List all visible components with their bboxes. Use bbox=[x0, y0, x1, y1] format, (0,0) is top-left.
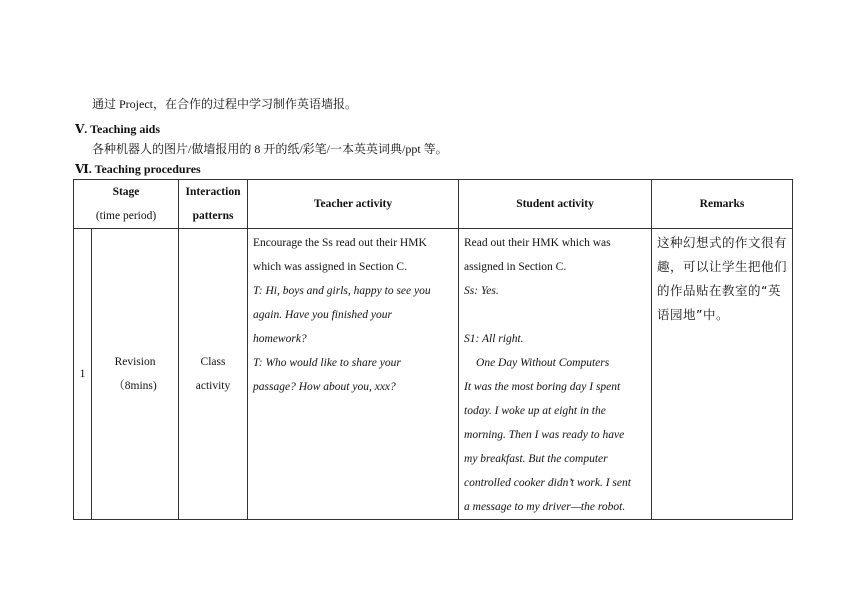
header-stage-label: Stage bbox=[112, 186, 140, 198]
teacher-line: Encourage the Ss read out their HMK bbox=[253, 237, 427, 249]
header-remarks: Remarks bbox=[652, 180, 793, 229]
student-line: Ss: Yes. bbox=[464, 285, 499, 297]
student-line: assigned in Section C. bbox=[464, 261, 567, 273]
stage-time: （8mins) bbox=[113, 380, 157, 392]
student-line: a message to my driver—the robot. bbox=[464, 501, 626, 513]
pattern-line2: activity bbox=[195, 380, 231, 392]
student-line: It was the most boring day I spent bbox=[464, 381, 621, 393]
header-interaction-line2: patterns bbox=[192, 210, 234, 222]
header-student-activity: Student activity bbox=[459, 180, 652, 229]
header-interaction-line1: Interaction bbox=[185, 186, 241, 198]
header-interaction bbox=[179, 180, 248, 229]
teacher-line: which was assigned in Section C. bbox=[253, 261, 407, 273]
student-line: One Day Without Computers bbox=[476, 357, 610, 369]
teacher-line: T: Hi, boys and girls, happy to see you bbox=[253, 285, 431, 297]
teacher-line: passage? How about you, xxx? bbox=[253, 381, 396, 393]
section-5-heading: Ⅴ. Teaching aids bbox=[75, 122, 161, 136]
row-number: 1 bbox=[74, 229, 92, 520]
stage-name: Revision bbox=[114, 356, 156, 368]
student-line: morning. Then I was ready to have bbox=[464, 429, 625, 441]
header-stage-sub: (time period) bbox=[95, 210, 157, 222]
teacher-line: homework? bbox=[253, 333, 307, 345]
table-header-row bbox=[74, 180, 793, 229]
remarks-cell: 这种幻想式的作文很有趣，可以让学生把他们的作品贴在教室的“英语园地”中。 bbox=[652, 229, 793, 520]
stage-cell bbox=[92, 229, 179, 520]
student-line: Read out their HMK which was bbox=[464, 237, 611, 249]
header-teacher-activity: Teacher activity bbox=[248, 180, 459, 229]
header-stage bbox=[74, 180, 179, 229]
student-activity-cell bbox=[459, 229, 652, 520]
student-line bbox=[464, 303, 646, 327]
teacher-line: T: Who would like to share your bbox=[253, 357, 401, 369]
student-line: my breakfast. But the computer bbox=[464, 453, 608, 465]
procedures-table bbox=[73, 179, 793, 520]
table-row bbox=[74, 229, 793, 520]
teacher-activity-cell bbox=[248, 229, 459, 520]
intro-line: 通过 Project，在合作的过程中学习制作英语墙报。 bbox=[92, 97, 357, 111]
pattern-cell bbox=[179, 229, 248, 520]
section-6-heading: Ⅵ. Teaching procedures bbox=[75, 162, 201, 176]
student-line: today. I woke up at eight in the bbox=[464, 405, 606, 417]
student-line: S1: All right. bbox=[464, 333, 524, 345]
teacher-line: again. Have you finished your bbox=[253, 309, 392, 321]
student-line: controlled cooker didn’t work. I sent bbox=[464, 477, 631, 489]
section-5-text: 各种机器人的图片/做墙报用的 8 开的纸/彩笔/一本英英词典/ppt 等。 bbox=[92, 142, 448, 156]
pattern-line1: Class bbox=[200, 356, 226, 368]
